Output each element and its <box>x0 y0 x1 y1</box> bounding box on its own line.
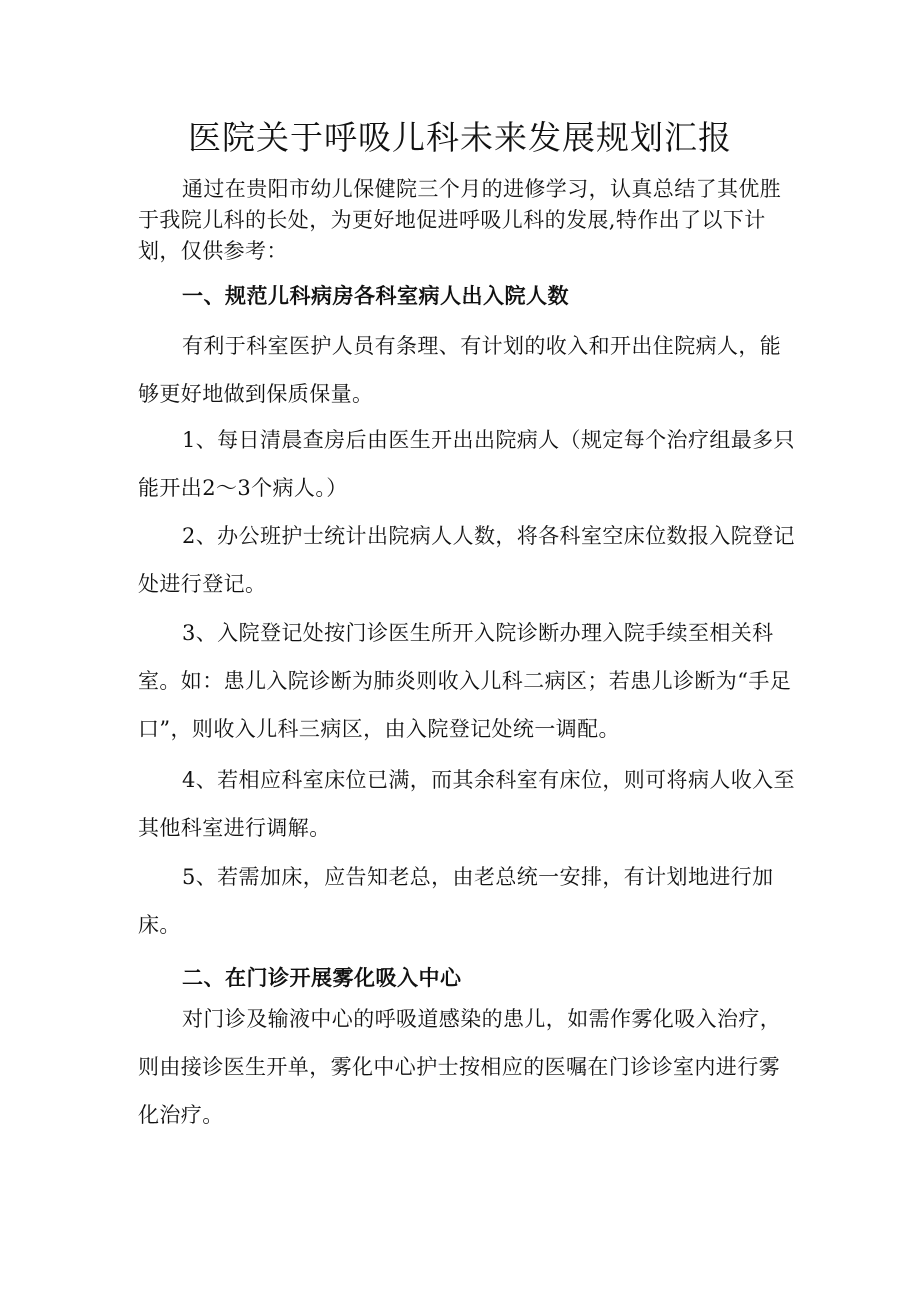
section-1-intro-paragraph: 有利于科室医护人员有条理、有计划的收入和开出住院病人，能够更好地做到保质保量。 <box>138 334 782 406</box>
section-1-item-1: 1、每日清晨查房后由医生开出出院病人（规定每个治疗组最多只能开出2～3个病人。） <box>138 428 795 500</box>
section-1-item-5: 5、若需加床，应告知老总，由老总统一安排，有计划地进行加床。 <box>138 865 774 937</box>
section-1-item-3: 3、入院登记处按门诊医生所开入院诊断办理入院手续至相关科室。如：患儿入院诊断为肺炎则收入儿科二病区；若患儿诊断为“手足口”，则收入儿科三病区，由入院登记处统一调配。 <box>138 621 792 741</box>
section-2-heading: 二、在门诊开展雾化吸入中心 <box>182 966 462 990</box>
section-1-heading: 一、规范儿科病房各科室病人出入院人数 <box>182 284 569 308</box>
section-1-item-4: 4、若相应科室床位已满，而其余科室有床位，则可将病人收入至其他科室进行调解。 <box>138 768 795 840</box>
section-2-body-paragraph: 对门诊及输液中心的呼吸道感染的患儿，如需作雾化吸入治疗，则由接诊医生开单，雾化中心护士按相应的医嘱在门诊诊室内进行雾化治疗。 <box>138 1007 782 1127</box>
document-title: 医院关于呼吸儿科未来发展规划汇报 <box>188 118 732 157</box>
section-1-item-2: 2、办公班护士统计出院病人人数，将各科室空床位数报入院登记处进行登记。 <box>138 524 795 596</box>
intro-paragraph: 通过在贵阳市幼儿保健院三个月的进修学习，认真总结了其优胜于我院儿科的长处，为更好地促进呼吸儿科的发展,特作出了以下计划，仅供参考： <box>138 177 782 263</box>
